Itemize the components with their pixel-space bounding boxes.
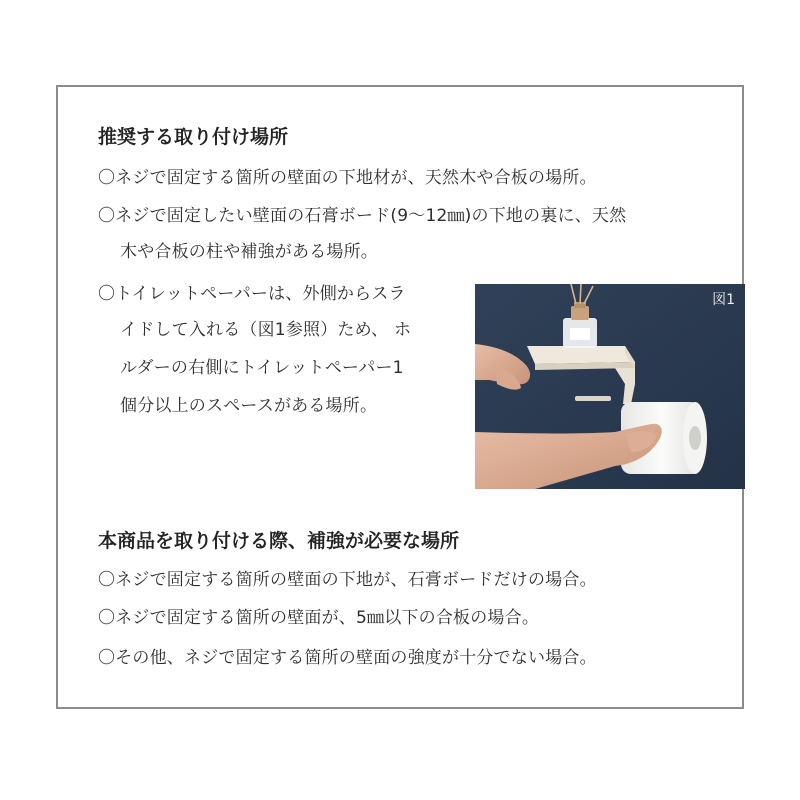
recommended-item-3-line-3: ルダーの右側にトイレットペーパー1	[120, 358, 404, 378]
reinforcement-item-1: 〇ネジで固定する箇所の壁面の下地が、石膏ボードだけの場合。	[98, 570, 597, 590]
recommended-item-2-line-2: 木や合板の柱や補強がある場所。	[120, 242, 378, 262]
recommended-item-3-line-2: イドして入れる（図1参照）ため、 ホ	[120, 320, 412, 340]
recommended-item-3-line-1: 〇トイレットペーパーは、外側からスラ	[98, 284, 406, 304]
section-title-recommended: 推奨する取り付け場所	[98, 126, 289, 148]
figure-1-label: 図1	[712, 292, 735, 308]
reinforcement-item-2: 〇ネジで固定する箇所の壁面が、5㎜以下の合板の場合。	[98, 608, 540, 628]
section-title-reinforcement: 本商品を取り付ける際、補強が必要な場所	[98, 530, 460, 552]
toilet-paper-holder-illustration	[475, 284, 745, 489]
figure-1-photo	[475, 284, 745, 489]
recommended-item-3-line-4: 個分以上のスペースがある場所。	[120, 396, 378, 416]
reinforcement-item-3: 〇その他、ネジで固定する箇所の壁面の強度が十分でない場合。	[98, 648, 597, 668]
recommended-item-2-line-1: 〇ネジで固定したい壁面の石膏ボード(9～12㎜)の下地の裏に、天然	[98, 206, 627, 226]
recommended-item-1-line-1: 〇ネジで固定する箇所の壁面の下地材が、天然木や合板の場所。	[98, 168, 597, 188]
